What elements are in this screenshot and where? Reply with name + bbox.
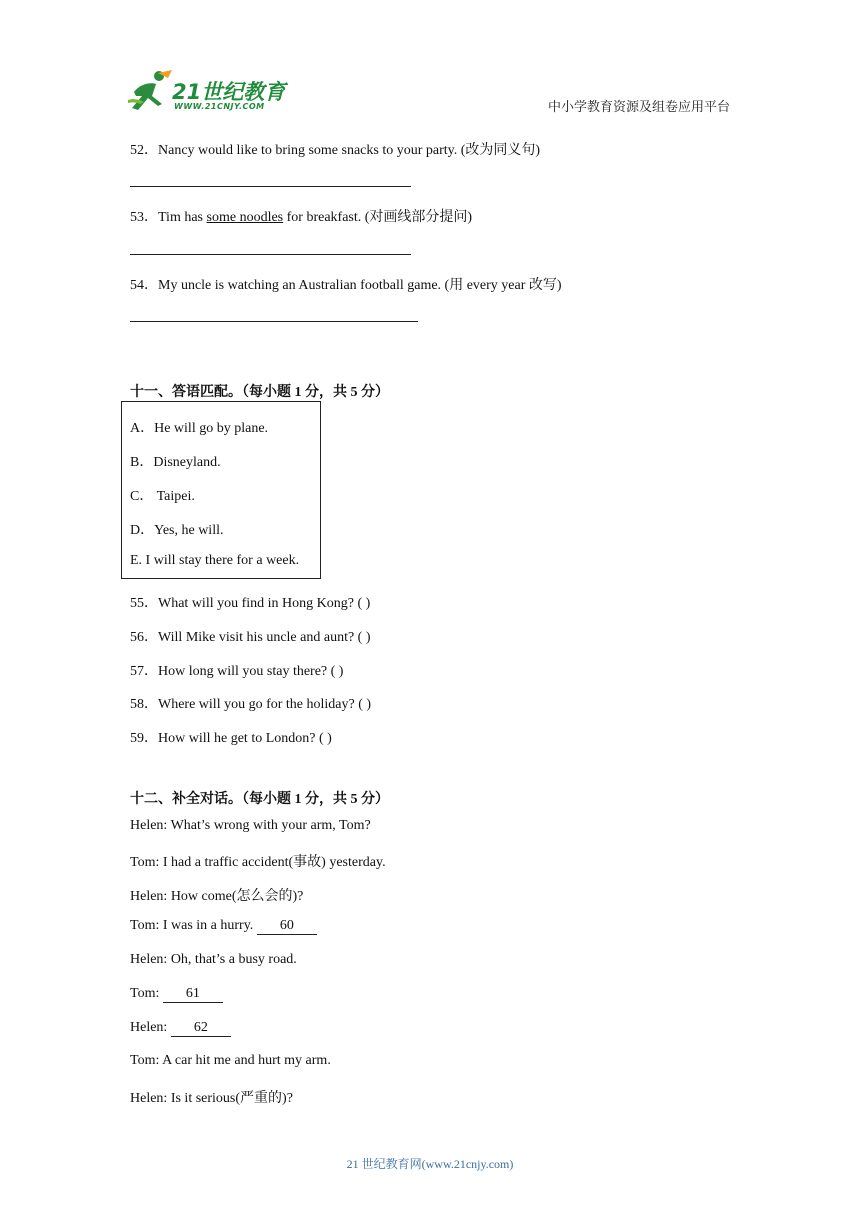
question-56[interactable] [130, 626, 371, 646]
dialogue-line-1: Helen: What’s wrong with your arm, Tom? [130, 818, 371, 833]
dialogue-line-6 [130, 986, 223, 1003]
dialogue-text: Helen: [130, 1020, 171, 1035]
platform-name: 中小学教育资源及组卷应用平台 [547, 99, 730, 114]
blank-60[interactable]: 60 [257, 918, 317, 935]
question-number: 59． [130, 731, 158, 746]
option-a: A．He will go by plane. [130, 421, 269, 436]
option-c: C． Taipei. [130, 489, 195, 504]
dialogue-text: Tom: [130, 986, 163, 1001]
blank-62[interactable]: 62 [171, 1020, 231, 1037]
question-text: What will you find in Hong Kong? ( ) [158, 596, 371, 611]
question-number: 57． [130, 664, 158, 679]
question-text: Will Mike visit his uncle and aunt? ( ) [158, 630, 371, 645]
options-box [121, 401, 321, 579]
question-53 [130, 206, 472, 226]
dialogue-line-8: Tom: A car hit me and hurt my arm. [130, 1053, 331, 1068]
option-d: D．Yes, he will. [130, 523, 224, 538]
dialogue-line-4 [130, 918, 317, 935]
answer-line-53[interactable] [130, 254, 411, 255]
question-text: Where will you go for the holiday? ( ) [158, 697, 372, 712]
question-text: How long will you stay there? ( ) [158, 664, 344, 679]
question-54 [130, 274, 562, 294]
footer-text: 21 世纪教育网(www.21cnjy.com) [346, 1157, 514, 1171]
question-number: 58． [130, 697, 158, 712]
answer-line-54[interactable] [130, 321, 418, 322]
option-e: E. I will stay there for a week. [130, 553, 300, 568]
dialogue-line-5: Helen: Oh, that’s a busy road. [130, 952, 297, 967]
question-58[interactable] [130, 693, 371, 713]
dialogue-line-2: Tom: I had a traffic accident(事故) yesterday. [130, 855, 386, 870]
question-text: My uncle is watching an Australian football game. (用 every year 改写) [158, 278, 562, 293]
logo-url: WWW.21CNJY.COM [174, 102, 265, 111]
dialogue-text: Tom: I was in a hurry. [130, 918, 257, 933]
dialogue-line-9: Helen: Is it serious(严重的)? [130, 1091, 293, 1106]
logo [124, 70, 299, 114]
question-number: 56． [130, 630, 158, 645]
dialogue-line-3: Helen: How come(怎么会的)? [130, 889, 304, 904]
dialogue-line-7 [130, 1020, 231, 1037]
question-number: 52． [130, 143, 158, 158]
question-59[interactable] [130, 727, 332, 747]
logo-text: 21世纪教育 [172, 80, 286, 104]
section-11-title: 十一、答语匹配。（每小题 1 分，共 5 分） [130, 385, 389, 400]
question-text: Nancy would like to bring some snacks to your party. (改为同义句) [158, 143, 541, 158]
question-number: 54． [130, 278, 158, 293]
question-text-post: for breakfast. (对画线部分提问) [283, 210, 473, 225]
blank-61[interactable]: 61 [163, 986, 223, 1003]
question-52 [130, 139, 540, 159]
option-b: B．Disneyland. [130, 455, 221, 470]
section-12-title: 十二、补全对话。（每小题 1 分，共 5 分） [130, 792, 389, 807]
answer-line-52[interactable] [130, 186, 411, 187]
question-number: 53． [130, 210, 158, 225]
underlined-phrase: some noodles [206, 210, 284, 225]
runner-logo-icon [124, 70, 174, 114]
question-number: 55． [130, 596, 158, 611]
question-55[interactable] [130, 592, 370, 612]
question-text: How will he get to London? ( ) [158, 731, 332, 746]
question-57[interactable] [130, 660, 343, 680]
question-text-pre: Tim has [158, 210, 207, 225]
